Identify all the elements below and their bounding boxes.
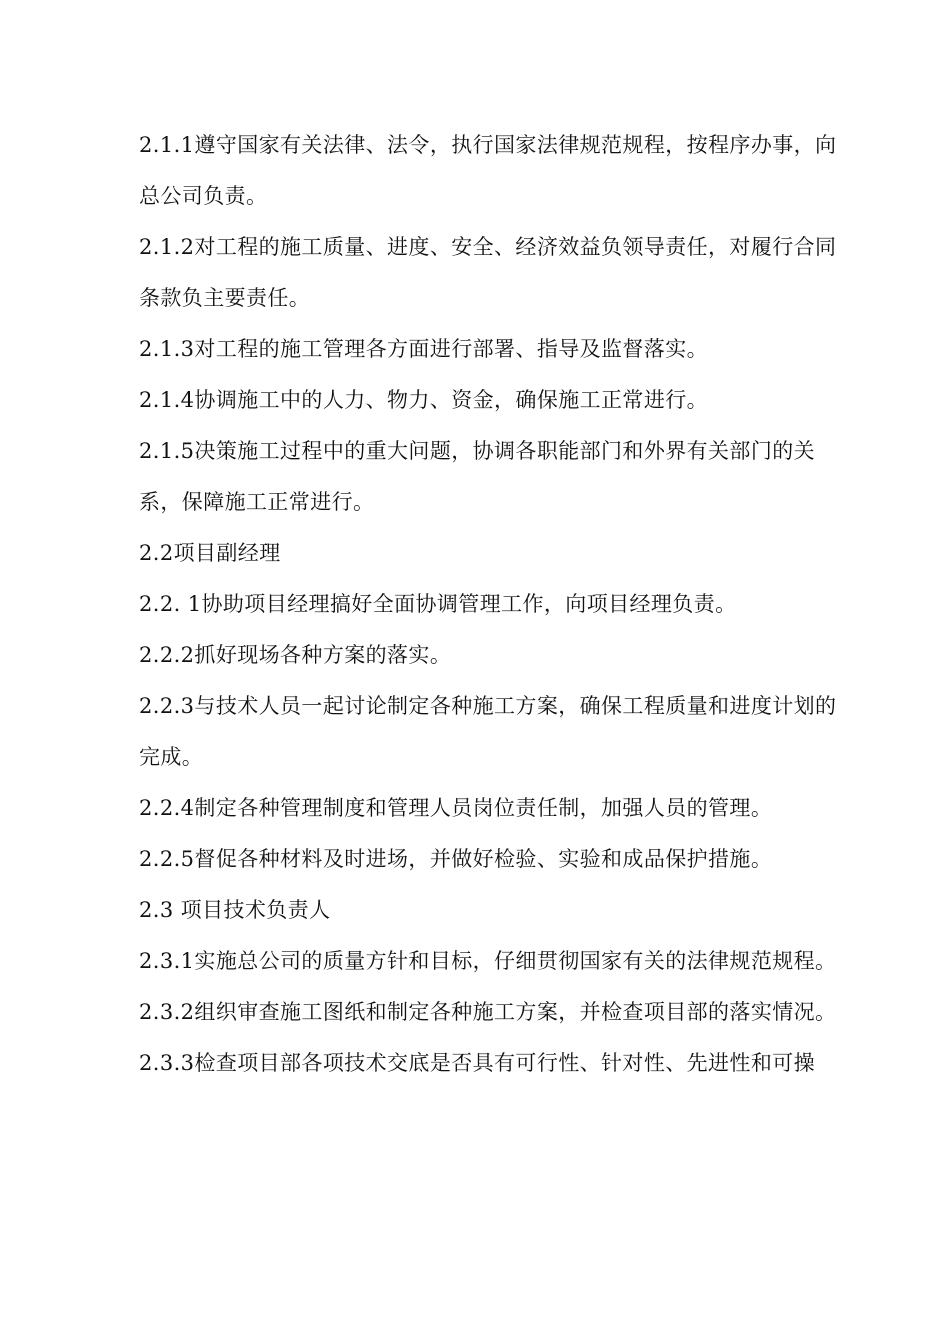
paragraph-2-2-3: 2.2.3与技术人员一起讨论制定各种施工方案，确保工程质量和进度计划的完成。 (139, 694, 837, 769)
paragraph-2-3-3: 2.3.3检查项目部各项技术交底是否具有可行性、针对性、先进性和可操 (139, 1051, 816, 1075)
paragraph-2-2-4: 2.2.4制定各种管理制度和管理人员岗位责任制，加强人员的管理。 (139, 796, 773, 820)
paragraph-2-1-2: 2.1.2对工程的施工质量、进度、安全、经济效益负领导责任，对履行合同条款负主要责任。 (139, 235, 837, 310)
paragraph-2-2-5: 2.2.5督促各种材料及时进场，并做好检验、实验和成品保护措施。 (139, 847, 773, 871)
paragraph-2-3-1: 2.3.1实施总公司的质量方针和目标，仔细贯彻国家有关的法律规范规程。 (139, 949, 837, 973)
paragraph-2-1-1: 2.1.1遵守国家有关法律、法令，执行国家法律规范规程，按程序办事，向总公司负责。 (139, 133, 837, 208)
section-heading-2-3: 2.3 项目技术负责人 (139, 898, 331, 922)
paragraph-2-1-4: 2.1.4协调施工中的人力、物力、资金，确保施工正常进行。 (139, 388, 709, 412)
paragraph-2-2-1: 2.2. 1协助项目经理搞好全面协调管理工作，向项目经理负责。 (139, 592, 737, 616)
paragraph-2-3-2: 2.3.2组织审查施工图纸和制定各种施工方案，并检查项目部的落实情况。 (139, 1000, 837, 1024)
paragraph-2-1-3: 2.1.3对工程的施工管理各方面进行部署、指导及监督落实。 (139, 337, 709, 361)
document-body (139, 120, 839, 1089)
paragraph-2-1-5: 2.1.5决策施工过程中的重大问题，协调各职能部门和外界有关部门的关系，保障施工正常进行。 (139, 439, 816, 514)
paragraph-2-2-2: 2.2.2抓好现场各种方案的落实。 (139, 643, 452, 667)
section-heading-2-2: 2.2项目副经理 (139, 541, 281, 565)
